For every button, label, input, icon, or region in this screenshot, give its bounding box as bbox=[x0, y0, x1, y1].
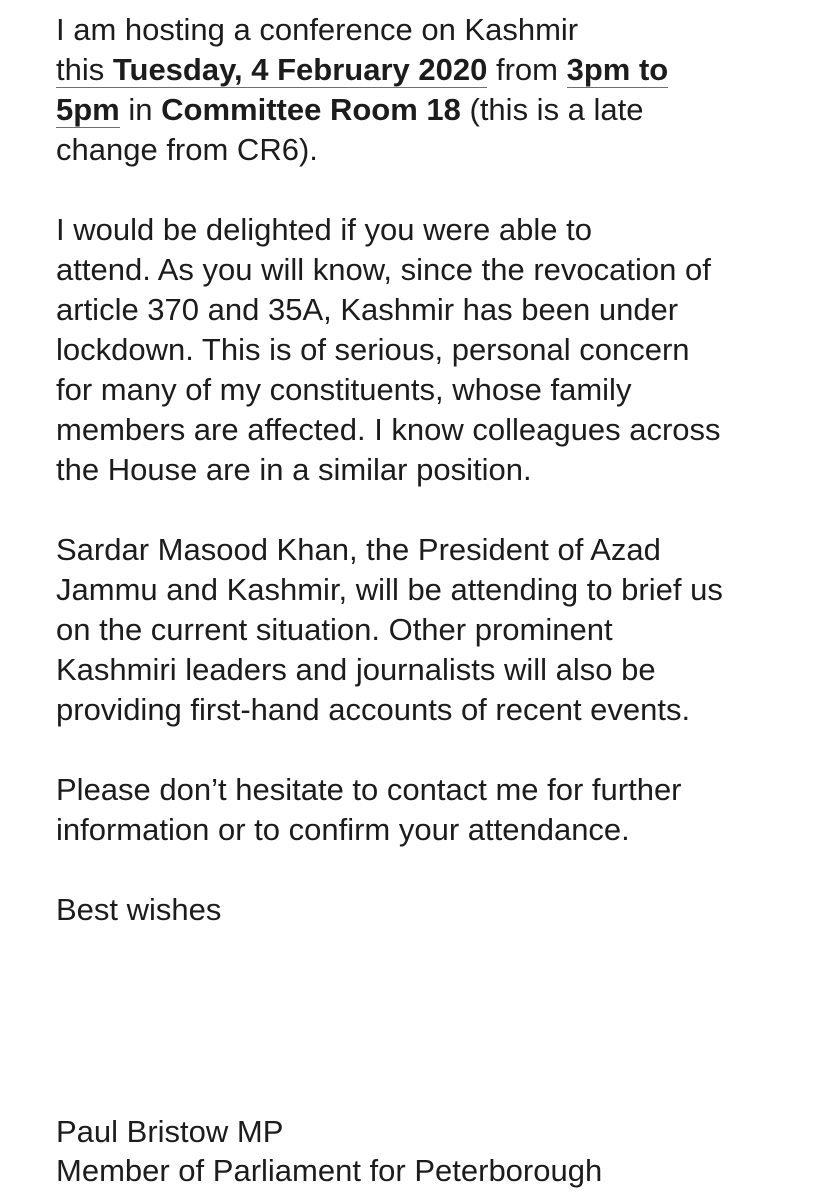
body-line: attend. As you will know, since the revocation of bbox=[56, 252, 711, 287]
invitation-paragraph bbox=[56, 210, 816, 490]
time-start-link[interactable]: 3pm to bbox=[566, 52, 669, 87]
intro-line-3 bbox=[56, 90, 816, 130]
intro-line-2 bbox=[56, 50, 816, 90]
speakers-paragraph bbox=[56, 530, 816, 730]
room-name: Committee Room 18 bbox=[161, 92, 461, 127]
body-line: members are affected. I know colleagues across bbox=[56, 412, 721, 447]
body-line: information or to confirm your attendance. bbox=[56, 812, 630, 847]
email-body bbox=[56, 10, 816, 930]
in-word: in bbox=[128, 92, 153, 127]
signature-name: Paul Bristow MP bbox=[56, 1114, 284, 1149]
body-line: Please don’t hesitate to contact me for further bbox=[56, 772, 682, 807]
body-line: lockdown. This is of serious, personal concern bbox=[56, 332, 690, 367]
body-line: on the current situation. Other prominent bbox=[56, 612, 613, 647]
body-line: Jammu and Kashmir, will be attending to brief us bbox=[56, 572, 723, 607]
late-note: (this is a late bbox=[469, 92, 644, 127]
body-line: article 370 and 35A, Kashmir has been under bbox=[56, 292, 679, 327]
date-link[interactable] bbox=[56, 52, 487, 88]
closing-text: Best wishes bbox=[56, 892, 222, 927]
event-date: Tuesday, 4 February 2020 bbox=[112, 52, 488, 87]
body-line: providing first-hand accounts of recent events. bbox=[56, 692, 691, 727]
body-line: I would be delighted if you were able to bbox=[56, 212, 592, 247]
signature-block bbox=[56, 1112, 816, 1190]
body-line: the House are in a similar position. bbox=[56, 452, 532, 487]
signature-title: Member of Parliament for Peterborough bbox=[56, 1153, 603, 1188]
this-word: this bbox=[56, 52, 105, 87]
body-line: for many of my constituents, whose family bbox=[56, 372, 632, 407]
body-line: Sardar Masood Khan, the President of Azad bbox=[56, 532, 661, 567]
from-word: from bbox=[495, 52, 558, 87]
intro-line-1: I am hosting a conference on Kashmir bbox=[56, 12, 579, 47]
contact-paragraph bbox=[56, 770, 816, 850]
time-end-link[interactable]: 5pm bbox=[56, 92, 120, 127]
closing-line bbox=[56, 890, 816, 930]
intro-line-4: change from CR6). bbox=[56, 132, 318, 167]
body-line: Kashmiri leaders and journalists will also be bbox=[56, 652, 656, 687]
intro-paragraph bbox=[56, 10, 816, 170]
